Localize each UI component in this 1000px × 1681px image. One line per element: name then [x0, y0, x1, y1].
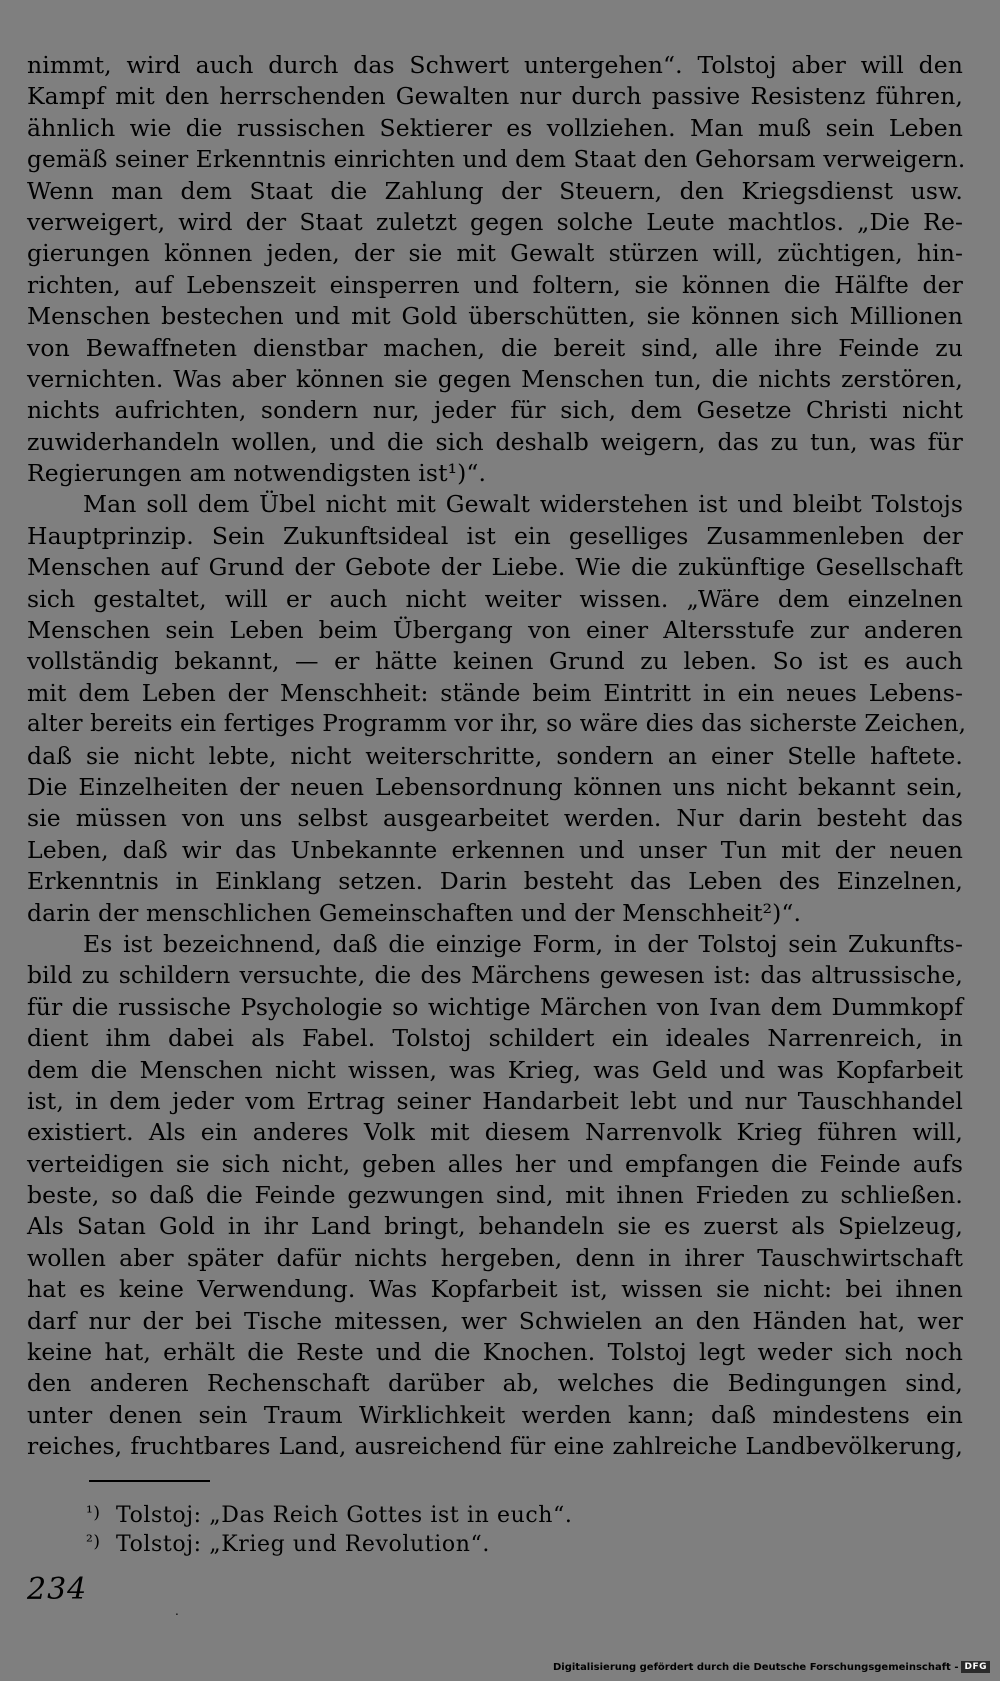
text-line: reiches, fruchtbares Land, ausreichend für eine zahlreiche Landbevölkerung, — [27, 1432, 963, 1461]
text-line: vollständig bekannt, — er hätte keinen Grund zu leben. So ist es auch — [27, 647, 963, 676]
text-line: gemäß seiner Erkenntnis einrichten und dem Staat den Gehorsam verweigern. — [27, 146, 966, 174]
text-line: ist, in dem jeder vom Ertrag seiner Handarbeit lebt und nur Tauschhandel — [27, 1086, 963, 1115]
text-line: Menschen sein Leben beim Übergang von einer Altersstufe zur anderen — [27, 616, 963, 645]
page-dot: . — [175, 1604, 179, 1618]
text-line: für die russische Psychologie so wichtige Märchen von Ivan dem Dummkopf — [27, 992, 963, 1021]
text-line: verweigert, wird der Staat zuletzt gegen solche Leute machtlos. „Die Re- — [27, 207, 963, 236]
text-line: richten, auf Lebenszeit einsperren und foltern, sie können die Hälfte der — [27, 270, 963, 299]
footnote-2 — [86, 1529, 572, 1558]
text-line: dient ihm dabei als Fabel. Tolstoj schildert ein ideales Narrenreich, in — [27, 1024, 963, 1053]
text-line: unter denen sein Traum Wirklichkeit werden kann; daß mindestens ein — [27, 1400, 963, 1429]
footnote-1-mark: ¹) — [86, 1503, 101, 1523]
text-line: bild zu schildern versuchte, die des Märchens gewesen ist: das altrussische, — [27, 961, 963, 990]
text-line: keine hat, erhält die Reste und die Knochen. Tolstoj legt weder sich noch — [27, 1338, 963, 1367]
text-line: ähnlich wie die russischen Sektierer es vollziehen. Man muß sein Leben — [27, 113, 963, 142]
text-line: darf nur der bei Tische mitessen, wer Schwielen an den Händen hat, wer — [27, 1306, 963, 1335]
text-line: sie müssen von uns selbst ausgearbeitet werden. Nur darin besteht das — [27, 804, 963, 833]
dfg-logo: DFG — [961, 1661, 990, 1673]
text-line: mit dem Leben der Menschheit: stände beim Eintritt in ein neues Lebens- — [27, 678, 963, 707]
text-line: Wenn man dem Staat die Zahlung der Steuern, den Kriegsdienst usw. — [27, 176, 963, 205]
credit-text: Digitalisierung gefördert durch die Deutsche Forschungsgemeinschaft - — [552, 1661, 959, 1673]
text-line: von Bewaffneten dienstbar machen, die bereit sind, alle ihre Feinde zu — [27, 333, 963, 362]
body-text — [27, 50, 967, 1463]
text-line: Hauptprinzip. Sein Zukunftsideal ist ein geselliges Zusammenleben der — [27, 521, 963, 550]
digitization-credit — [553, 1659, 990, 1675]
text-line: Es ist bezeichnend, daß die einzige Form, in der Tolstoj sein Zukunfts- — [83, 929, 963, 958]
text-line: sich gestaltet, will er auch nicht weiter wissen. „Wäre dem einzelnen — [27, 584, 963, 613]
text-line: nimmt, wird auch durch das Schwert untergehen“. Tolstoj aber will den — [27, 51, 963, 79]
footnotes — [86, 1500, 572, 1558]
text-line: verteidigen sie sich nicht, geben alles her und empfangen die Feinde aufs — [27, 1149, 963, 1178]
text-line: zuwiderhandeln wollen, und die sich deshalb weigern, das zu tun, was für — [27, 427, 963, 456]
footnote-1-text: Tolstoj: „Das Reich Gottes ist in euch“. — [116, 1503, 573, 1528]
text-line: Menschen bestechen und mit Gold überschütten, sie können sich Millionen — [27, 302, 963, 331]
text-line: daß sie nicht lebte, nicht weiterschritte, sondern an einer Stelle haftete. — [27, 741, 963, 770]
text-line: Kampf mit den herrschenden Gewalten nur durch passive Resistenz führen, — [27, 82, 963, 111]
text-line: existiert. Als ein anderes Volk mit diesem Narrenvolk Krieg führen will, — [27, 1118, 963, 1147]
text-line: hat es keine Verwendung. Was Kopfarbeit ist, wissen sie nicht: bei ihnen — [27, 1275, 963, 1304]
text-line: Man soll dem Übel nicht mit Gewalt widerstehen ist und bleibt Tolstojs — [83, 490, 963, 519]
text-line: Leben, daß wir das Unbekannte erkennen und unser Tun mit der neuen — [27, 835, 963, 864]
footnote-2-mark: ²) — [86, 1532, 101, 1552]
text-line: dem die Menschen nicht wissen, was Krieg, was Geld und was Kopfarbeit — [27, 1055, 963, 1084]
text-line: Die Einzelheiten der neuen Lebensordnung können uns nicht bekannt sein, — [27, 772, 963, 801]
text-line: vernichten. Was aber können sie gegen Menschen tun, die nichts zerstören, — [27, 364, 963, 393]
footnote-2-text: Tolstoj: „Krieg und Revolution“. — [116, 1532, 490, 1557]
text-line: nichts aufrichten, sondern nur, jeder für sich, dem Gesetze Christi nicht — [27, 396, 963, 425]
page-number: 234 — [27, 1572, 88, 1607]
text-line: beste, so daß die Feinde gezwungen sind, mit ihnen Frieden zu schließen. — [27, 1181, 963, 1210]
text-line: alter bereits ein fertiges Programm vor ihr, so wäre dies das sicherste Zeichen, — [27, 711, 967, 738]
text-line: Regierungen am notwendigsten ist¹)“. — [27, 459, 487, 488]
text-line: gierungen können jeden, der sie mit Gewalt stürzen will, züchtigen, hin- — [27, 239, 963, 268]
text-line: wollen aber später dafür nichts hergeben, denn in ihrer Tauschwirtschaft — [27, 1243, 963, 1272]
text-line: darin der menschlichen Gemeinschaften und der Menschheit²)“. — [27, 898, 802, 927]
text-line: Erkenntnis in Einklang setzen. Darin besteht das Leben des Einzelnen, — [27, 867, 963, 896]
footnote-1 — [86, 1500, 572, 1529]
text-line: Als Satan Gold in ihr Land bringt, behandeln sie es zuerst als Spielzeug, — [27, 1212, 963, 1241]
body-lines — [27, 50, 967, 1463]
text-line: Menschen auf Grund der Gebote der Liebe. Wie die zukünftige Gesellschaft — [27, 553, 963, 582]
footnote-rule — [89, 1480, 210, 1482]
text-line: den anderen Rechenschaft darüber ab, welches die Bedingungen sind, — [27, 1369, 963, 1398]
